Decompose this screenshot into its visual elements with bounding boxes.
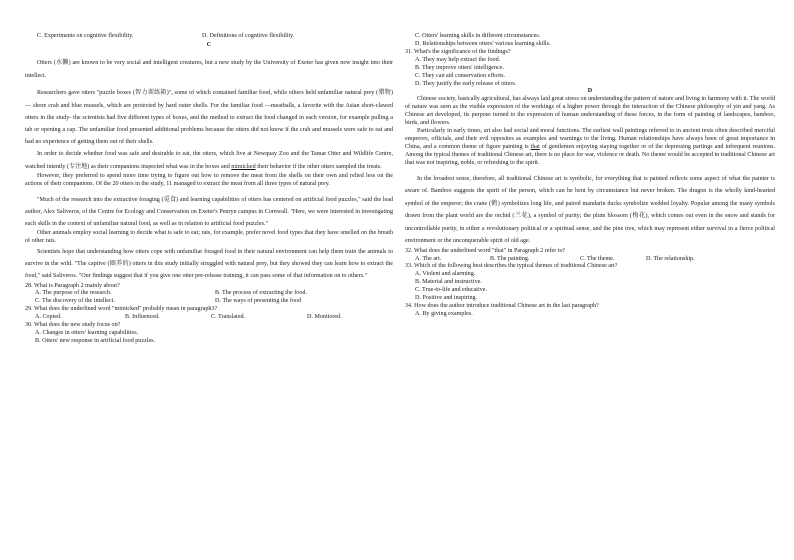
option-a: A. Copied. [35,314,62,321]
question-30-option-a: A. Changes in otters' learning capabilities. [35,330,139,337]
question-32: 32. What does the underlined word "that" in Paragraph 2 refer to? [405,247,566,254]
question-31-option-c: C. They can aid conservation efforts. [415,72,505,79]
question-31-option-d: D. They justify the early release of otters. [415,80,517,87]
option-d: D. The relationship. [646,255,695,262]
question-31-option-a: A. They may help extract the food. [415,56,501,63]
option-b: B. The painting. [490,255,530,262]
question-31-option-b: B. They improve otters' intelligence. [415,64,504,71]
question-30-option-b: B. Otters' new response in artificial food puzzles. [35,338,156,345]
question-34: 34. How does the author introduce traditional Chinese art in the last paragraph? [405,303,599,310]
passage-c-paragraph-7: Scientists hope that understanding how otters cope with unfamiliar foraged food in their natural environment can help them train the animals to survive in the wild. "The captive (圈养的) otters in this study initially struggled with natural prey, but they showed they can learn how to extract the food," said Saliveros. "Our findings suggest that if you give one otter pre-release training, it can pass some of that information on to others." [25,249,393,280]
question-30-option-c: C. Otters' learning skills in different circumstances. [415,33,541,39]
passage-c-paragraph-1: Otters (水獭) are known to be very social and intelligent creatures, but a new study by the University of Exeter has given new insight into their intellect. [25,59,393,79]
option-a: A. The art. [415,255,442,262]
option-c: C. Translated. [211,314,246,321]
option-c: C. The discovery of the intellect. [35,298,115,305]
option-d: D. The ways of presenting the food [215,298,302,305]
option-d: D. Definitions of cognitive flexibility. [202,33,295,39]
question-33-option-d: D. Positive and inspiring. [415,295,478,302]
option-a: A. The purpose of the research. [35,290,112,297]
question-29-options [25,314,393,322]
passage-c-paragraph-4: However, they preferred to spend more time trying to figure out how to remove the meat from the shells on their own and relied less on the actions of their companions. Of the 20 otters in the study, 11 managed to extract the meat from all three types of natural prey. [25,172,393,187]
option-b: B. The process of extracting the food. [215,290,307,297]
passage-c-paragraph-6: Other animals employ social learning to decide what is safe to eat; rats, for example, prefer novel food types that they have smelled on the breath of other rats. [25,230,393,245]
left-column [25,33,393,346]
question-28-options-cd [25,298,393,306]
right-column [405,33,775,319]
question-28: 28. What is Paragraph 2 mainly about? [25,282,120,289]
passage-label-d: D [587,88,593,95]
passage-d-paragraph-3: In the broadest sense, therefore, all traditional Chinese art is symbolic, for everything that is painted reflects some aspect of what the painter is aware of. Bamboo suggests the spirit of the person, which can be bent by circumstance but never broken. The dragon is the wholly kind-hearted symbol of the emperor; the crane (鹤) symbolizes long life, and paired mandarin ducks symbolize wedded loyalty. Popular among the many symbols drawn from the plant world are the orchid (兰花), a symbol of purity; the plum blossom (梅花), which comes out even in the snow and stands for uncontrollable purity, in either a revolutionary political or a spiritual sense, and the pine tree, which may represent either survival in a fierce political environment or the unconquerable spirit of old age. [405,175,775,245]
passage-label-c: C [206,41,212,48]
passage-c-paragraph-5: "Much of the research into the extractive foraging (觅食) and learning capabilities of otters has centered on artificial food puzzles," said the lead author, Alex Saliveros, of the Centre for Ecology and Conservation on Exeter's Penryn campus in Cornwall. "Here, we were interested in investigating such skills in the context of unfamiliar natural food, as well as in relation to artificial food puzzles." [25,196,393,227]
question-34-option-a: A. By giving examples. [415,310,473,317]
passage-d-paragraph-1: Chinese society, basically agricultural, has always laid great stress on understanding the pattern of nature and living in harmony with it. The world of nature was seen as the visible expression of the workings of a higher power through the interaction of the Chinese philosophy of yin and yang. As Chinese art developed, its purpose turned to the expression of human understanding of these forces, in the form of painting of landscapes, bamboo, birds, and flowers. [405,96,775,127]
underlined-word-that: that [530,143,540,150]
question-33-option-b: B. Material and instructive. [415,279,482,286]
option-c: C. Experiments on cognitive flexibility. [37,33,134,39]
option-b: B. Influenced. [125,314,160,321]
question-33-option-c: C. True-to-life and educative. [415,287,487,294]
question-33: 33. Which of the following best describes the typical themes of traditional Chinese art? [405,263,618,270]
underlined-word-mimicked: mimicked [231,163,256,170]
question-30: 30. What does the new study focus on? [25,322,121,329]
option-d: D. Monitored. [307,314,342,321]
option-c: C. The theme. [580,255,615,262]
passage-d-paragraph-2: Particularly in early times, art also had social and moral functions. The earliest wall paintings referred to in ancient texts often described merciful emperors, officials, and their evil opposites as examples and warnings to the living. Human relationships have always been of great importance in China, and a common theme of figure painting is that of gentlemen enjoying staying together or of the depressing partings and infrequent reunions. Among the typical themes of traditional Chinese art, there is no place for war, violence or death. No theme would be accepted in traditional Chinese art that was not inspiring, noble, or refreshing to the spirit. [405,128,776,166]
passage-c-paragraph-2: Researchers gave otters "puzzle boxes (智力训练箱)", some of which contained familiar food, while others held unfamiliar natural prey (猎物) — shore crab and blue mussels, which are protected by hard outer shells. For the familiar food —meatballs, a favorite with the Asian short-clawed otters in the study- the scientists had five different types of boxes, and the method to extract the food changed in each version, for example pulling a tab or opening a cap. The unfamiliar food presented additional problems because the otters did not know if the crab and mussels were safe to eat and had no experience of getting them out of their shells. [25,90,393,146]
question-30-option-d: D. Relationships between otters' various learning skills. [415,40,551,47]
question-29: 29. What does the underlined word "mimicked" probably mean in paragraph3? [25,306,218,313]
question-33-option-a: A. Violent and alarming. [415,271,476,278]
question-31: 31. What's the significance of the findings? [405,48,511,55]
prev-question-options [25,33,393,41]
passage-c-paragraph-3: In order to decide whether food was safe and desirable to eat, the otters, which live at Newquay Zoo and the Tamar Otter and Wildlife Centre, watched intently (专注地) as their companions inspected what was in the boxes and mimicked their behavior if the other otters sampled the treats. [25,151,393,170]
